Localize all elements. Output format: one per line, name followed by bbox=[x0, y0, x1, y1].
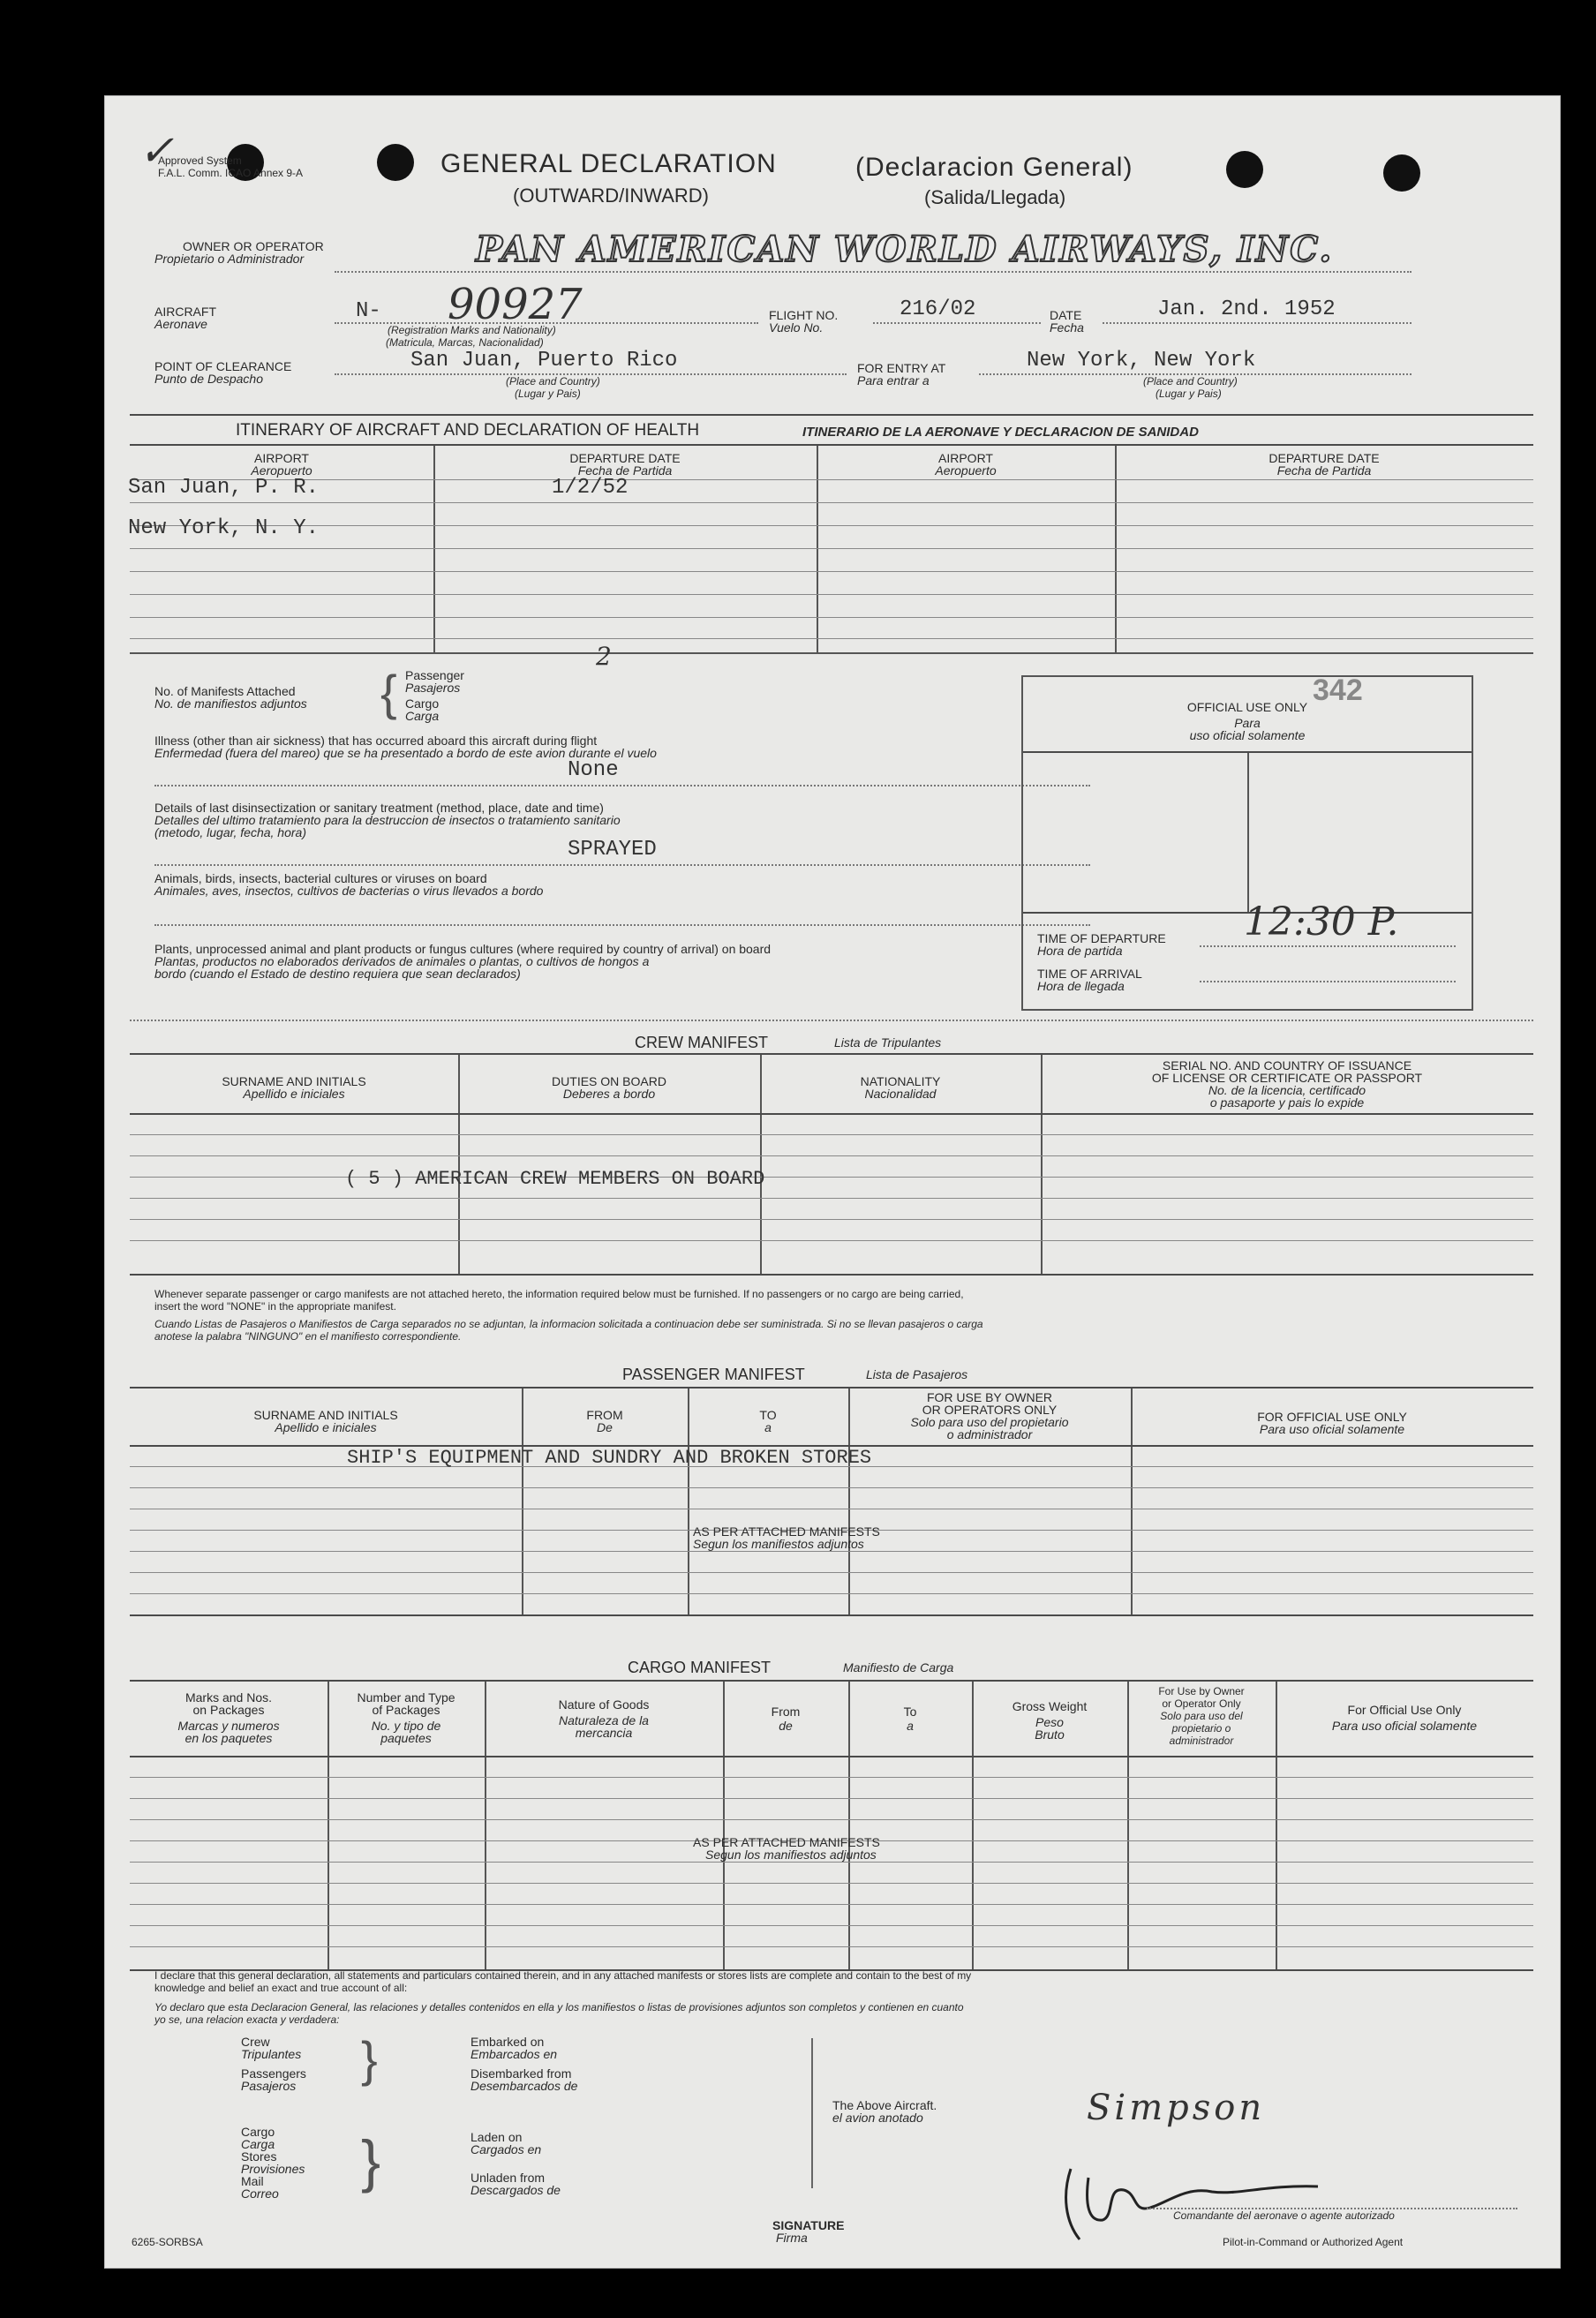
cargo-col-marks-2: on Packages bbox=[192, 1703, 265, 1717]
check-mark: ✓ bbox=[139, 126, 175, 176]
itinerary-row1-date: 1/2/52 bbox=[552, 476, 629, 500]
passenger-col-owner-es: Solo para uso del propietario bbox=[910, 1415, 1069, 1429]
crew-col-serial: SERIAL NO. AND COUNTRY OF ISSUANCE bbox=[1162, 1058, 1412, 1072]
departure-time-value: 12:30 P. bbox=[1244, 899, 1399, 945]
passenger-label: Passenger bbox=[405, 668, 464, 682]
decl-mail: Mail bbox=[241, 2174, 264, 2188]
approved-system-line: Approved System bbox=[158, 154, 242, 167]
declaration-en-1: I declare that this general declaration, all statements and particulars contained therein, and in any attached manifests or stores lists are complete and contain to the best of my bbox=[154, 1969, 972, 1982]
flight-label: FLIGHT NO. bbox=[769, 308, 839, 322]
animals-label-es: Animales, aves, insectos, cultivos de bacterias o virus llevados a bordo bbox=[154, 884, 544, 898]
operator-label: OWNER OR OPERATOR bbox=[183, 239, 324, 253]
cargo-attached: AS PER ATTACHED MANIFESTS bbox=[693, 1835, 880, 1849]
cargo-col-weight-es2: Bruto bbox=[1035, 1727, 1065, 1742]
cargo-label: Cargo bbox=[405, 696, 440, 711]
form-subtitle: (OUTWARD/INWARD) bbox=[513, 184, 709, 207]
cargo-col-number-es: No. y tipo de bbox=[371, 1719, 441, 1733]
manifests-label: No. of Manifests Attached bbox=[154, 684, 296, 698]
annex-line: F.A.L. Comm. ICAO Annex 9-A bbox=[158, 167, 304, 179]
decl-cargo-es: Carga bbox=[241, 2137, 275, 2151]
cargo-title-es: Manifiesto de Carga bbox=[843, 1660, 954, 1675]
decl-disembarked-es: Desembarcados de bbox=[471, 2079, 578, 2093]
cargo-col-number: Number and Type bbox=[357, 1690, 455, 1705]
itinerary-col-date-2-es: Fecha de Partida bbox=[1276, 463, 1372, 478]
decl-mail-es: Correo bbox=[241, 2186, 279, 2201]
disinsect-label-es2: (metodo, lugar, fecha, hora) bbox=[154, 825, 306, 839]
aircraft-number: 90927 bbox=[448, 280, 583, 329]
decl-crew-es: Tripulantes bbox=[241, 2047, 302, 2061]
form-number: 6265-SORBSA bbox=[132, 2236, 203, 2248]
cargo-col-nature: Nature of Goods bbox=[558, 1697, 650, 1712]
cargo-col-weight: Gross Weight bbox=[1012, 1699, 1088, 1713]
flight-date: Jan. 2nd. 1952 bbox=[1157, 297, 1336, 321]
illness-label-es: Enfermedad (fuera del mareo) que se ha presentado a bordo de este avion durante el vuelo bbox=[154, 746, 657, 760]
crew-col-surname-es: Apellido e iniciales bbox=[243, 1087, 345, 1101]
notice-es-2: anotese la palabra "NINGUNO" en el manifiesto correspondiente. bbox=[154, 1330, 462, 1343]
decl-crew: Crew bbox=[241, 2035, 270, 2049]
entry-note: (Place and Country) bbox=[1143, 375, 1238, 388]
plants-label-es: Plantas, productos no elaborados derivados de animales o plantas, o cultivos de hongos a bbox=[154, 954, 650, 968]
decl-cargo: Cargo bbox=[241, 2125, 275, 2139]
date-label-es: Fecha bbox=[1050, 320, 1084, 335]
form-title: GENERAL DECLARATION bbox=[440, 149, 777, 178]
crew-entry: ( 5 ) AMERICAN CREW MEMBERS ON BOARD bbox=[345, 1168, 765, 1190]
cargo-col-owner: For Use by Owner bbox=[1158, 1685, 1245, 1697]
cargo-col-owner-es: Solo para uso del bbox=[1160, 1710, 1243, 1722]
cargo-col-from: From bbox=[771, 1705, 801, 1719]
passenger-col-from: FROM bbox=[586, 1408, 623, 1422]
declaration-en-2: knowledge and belief an exact and true account of all: bbox=[154, 1982, 408, 1994]
clearance-value: San Juan, Puerto Rico bbox=[410, 349, 678, 373]
cargo-col-number-2: of Packages bbox=[372, 1703, 440, 1717]
cargo-col-to-es: a bbox=[907, 1719, 914, 1733]
itinerary-title-es: ITINERARIO DE LA AERONAVE Y DECLARACION DE SANIDAD bbox=[802, 425, 1199, 440]
entry-label-es: Para entrar a bbox=[857, 373, 930, 388]
crew-col-nationality-es: Nacionalidad bbox=[864, 1087, 937, 1101]
official-use-label-es: Para bbox=[1234, 716, 1261, 730]
form-subtitle-es: (Salida/Llegada) bbox=[924, 186, 1066, 208]
decl-stores: Stores bbox=[241, 2149, 277, 2164]
passenger-col-to: TO bbox=[759, 1408, 777, 1422]
entry-value: New York, New York bbox=[1027, 349, 1256, 373]
clearance-note-es: (Lugar y Pais) bbox=[515, 388, 581, 400]
animals-label: Animals, birds, insects, bacterial cultures or viruses on board bbox=[154, 871, 487, 885]
official-use-label: OFFICIAL USE ONLY bbox=[1186, 700, 1308, 714]
form-title-es: (Declaracion General) bbox=[855, 153, 1133, 182]
itinerary-col-date: DEPARTURE DATE bbox=[569, 451, 681, 465]
signature-label-es: Firma bbox=[776, 2231, 808, 2245]
cargo-col-from-es: de bbox=[779, 1719, 793, 1733]
declaration-es-2: yo se, una relacion exacta y verdadera: bbox=[154, 2013, 340, 2026]
cargo-col-weight-es: Peso bbox=[1035, 1715, 1064, 1729]
cargo-col-nature-es2: mercancia bbox=[575, 1726, 633, 1740]
flight-number: 216/02 bbox=[900, 297, 976, 321]
cargo-col-owner-es2: propietario o bbox=[1171, 1722, 1231, 1735]
crew-col-serial-es: No. de la licencia, certificado bbox=[1208, 1083, 1366, 1097]
decl-embarked: Embarked on bbox=[471, 2035, 545, 2049]
aircraft-label: AIRCRAFT bbox=[154, 305, 216, 319]
punch-hole bbox=[1226, 151, 1263, 188]
flight-label-es: Vuelo No. bbox=[769, 320, 824, 335]
decl-embarked-es: Embarcados en bbox=[471, 2047, 558, 2061]
cargo-attached-es: Segun los manifiestos adjuntos bbox=[705, 1848, 877, 1862]
passenger-col-owner-es2: o administrador bbox=[946, 1427, 1033, 1441]
manifest-count: 2 bbox=[596, 642, 612, 671]
itinerary-row1-airport: San Juan, P. R. bbox=[128, 476, 320, 500]
passenger-col-owner: FOR USE BY OWNER bbox=[926, 1390, 1053, 1404]
passenger-label-es: Pasajeros bbox=[405, 681, 461, 695]
manifests-label-es: No. de manifiestos adjuntos bbox=[154, 696, 307, 711]
itinerary-col-airport: AIRPORT bbox=[254, 451, 309, 465]
operator-label-es: Propietario o Administrador bbox=[154, 252, 305, 266]
cargo-col-marks: Marks and Nos. bbox=[184, 1690, 273, 1705]
passenger-col-official: FOR OFFICIAL USE ONLY bbox=[1257, 1410, 1407, 1424]
plants-label-es2: bordo (cuando el Estado de destino requiera que sean declarados) bbox=[154, 967, 521, 981]
cargo-col-to: To bbox=[903, 1705, 917, 1719]
passenger-attached-es: Segun los manifiestos adjuntos bbox=[693, 1537, 864, 1551]
departure-time-label-es: Hora de partida bbox=[1037, 944, 1123, 958]
passenger-col-surname: SURNAME AND INITIALS bbox=[253, 1408, 398, 1422]
crew-col-nationality: NATIONALITY bbox=[860, 1074, 941, 1088]
punch-hole bbox=[377, 144, 414, 181]
cargo-col-official-es: Para uso oficial solamente bbox=[1331, 1719, 1478, 1733]
date-label: DATE bbox=[1050, 308, 1082, 322]
decl-disembarked: Disembarked from bbox=[471, 2066, 572, 2081]
passenger-col-owner-2: OR OPERATORS ONLY bbox=[922, 1403, 1058, 1417]
cargo-col-marks-es2: en los paquetes bbox=[184, 1731, 273, 1745]
operator-name: PAN AMERICAN WORLD AIRWAYS, INC. bbox=[476, 229, 1334, 270]
illness-label: Illness (other than air sickness) that has occurred aboard this aircraft during flight bbox=[154, 734, 598, 748]
brace-right: } bbox=[361, 2031, 378, 2087]
itinerary-col-date-2: DEPARTURE DATE bbox=[1269, 451, 1380, 465]
clearance-note: (Place and Country) bbox=[506, 375, 600, 388]
cargo-col-number-es2: paquetes bbox=[380, 1731, 432, 1745]
official-stamp: 342 bbox=[1313, 674, 1363, 707]
arrival-time-label-es: Hora de llegada bbox=[1037, 979, 1125, 993]
passenger-col-surname-es: Apellido e iniciales bbox=[275, 1420, 377, 1434]
itinerary-col-date-es: Fecha de Partida bbox=[577, 463, 673, 478]
crew-col-duties-es: Deberes a bordo bbox=[562, 1087, 656, 1101]
official-use-label-es2: uso oficial solamente bbox=[1189, 728, 1306, 742]
aircraft-label-es: Aeronave bbox=[154, 317, 207, 331]
decl-passengers: Passengers bbox=[241, 2066, 306, 2081]
reg-note-es: (Matricula, Marcas, Nacionalidad) bbox=[386, 336, 544, 349]
illness-value: None bbox=[568, 758, 619, 782]
clearance-label-es: Punto de Despacho bbox=[154, 372, 263, 386]
arrival-time-label: TIME OF ARRIVAL bbox=[1037, 967, 1142, 981]
decl-laden: Laden on bbox=[471, 2130, 523, 2144]
cargo-col-owner-2: or Operator Only bbox=[1162, 1697, 1241, 1710]
declaration-es-1: Yo declaro que esta Declaracion General, las relaciones y detalles contenidos en ella y los manifiestos o listas de provisiones adjuntos son completos y contienen en cuanto bbox=[154, 2001, 964, 2013]
itinerary-col-airport-es: Aeropuerto bbox=[251, 463, 312, 478]
punch-hole bbox=[1383, 154, 1420, 192]
cargo-title: CARGO MANIFEST bbox=[628, 1659, 772, 1676]
aircraft-prefix: N- bbox=[356, 299, 381, 323]
signature-label: SIGNATURE bbox=[772, 2218, 845, 2232]
crew-col-serial-es2: o pasaporte y pais lo expide bbox=[1209, 1095, 1365, 1110]
cargo-label-es: Carga bbox=[405, 709, 440, 723]
itinerary-col-airport-2: AIRPORT bbox=[938, 451, 993, 465]
crew-col-surname: SURNAME AND INITIALS bbox=[222, 1074, 366, 1088]
entry-note-es: (Lugar y Pais) bbox=[1156, 388, 1222, 400]
decl-passengers-es: Pasajeros bbox=[241, 2079, 297, 2093]
decl-laden-es: Cargados en bbox=[471, 2142, 542, 2156]
signature-scribble bbox=[1053, 2151, 1336, 2248]
cargo-col-owner-es3: administrador bbox=[1169, 1735, 1234, 1747]
agent-label-es: Comandante del aeronave o agente autorizado bbox=[1173, 2209, 1395, 2222]
cargo-col-marks-es: Marcas y numeros bbox=[177, 1719, 280, 1733]
decl-stores-es: Provisiones bbox=[241, 2162, 305, 2176]
crew-col-serial-2: OF LICENSE OR CERTIFICATE OR PASSPORT bbox=[1151, 1071, 1423, 1085]
clearance-label: POINT OF CLEARANCE bbox=[154, 359, 292, 373]
itinerary-col-airport-2-es: Aeropuerto bbox=[935, 463, 997, 478]
notice-en-1: Whenever separate passenger or cargo manifests are not attached hereto, the information required below must be furnished. If no passengers or no cargo are being carried, bbox=[154, 1288, 964, 1300]
passenger-entry: SHIP'S EQUIPMENT AND SUNDRY AND BROKEN STORES bbox=[347, 1447, 872, 1469]
agent-label: Pilot-in-Command or Authorized Agent bbox=[1223, 2236, 1404, 2248]
notice-en-2: insert the word "NONE" in the appropriate manifest. bbox=[154, 1300, 396, 1313]
disinsect-value: SPRAYED bbox=[568, 838, 657, 862]
brace: { bbox=[380, 665, 397, 720]
itinerary-row2-airport: New York, N. Y. bbox=[128, 516, 320, 540]
cargo-col-official: For Official Use Only bbox=[1347, 1703, 1462, 1717]
passenger-title-es: Lista de Pasajeros bbox=[866, 1367, 968, 1381]
departure-time-label: TIME OF DEPARTURE bbox=[1037, 931, 1166, 945]
decl-aircraft-es: el avion anotado bbox=[832, 2111, 923, 2125]
passenger-col-to-es: a bbox=[764, 1420, 772, 1434]
crew-title: CREW MANIFEST bbox=[635, 1034, 768, 1051]
crew-title-es: Lista de Tripulantes bbox=[834, 1035, 942, 1050]
disinsect-label-es: Detalles del ultimo tratamiento para la destruccion de insectos o tratamiento sanitario bbox=[154, 813, 621, 827]
passenger-title: PASSENGER MANIFEST bbox=[622, 1366, 805, 1383]
crew-col-duties: DUTIES ON BOARD bbox=[552, 1074, 666, 1088]
plants-label: Plants, unprocessed animal and plant products or fungus cultures (where required by country of arrival) on board bbox=[154, 942, 772, 956]
itinerary-title: ITINERARY OF AIRCRAFT AND DECLARATION OF HEALTH bbox=[236, 421, 700, 440]
decl-unladen: Unladen from bbox=[471, 2171, 546, 2185]
passenger-col-from-es: De bbox=[597, 1420, 613, 1434]
reg-note: (Registration Marks and Nationality) bbox=[388, 324, 556, 336]
decl-aircraft: The Above Aircraft. bbox=[832, 2098, 937, 2112]
declaration-form bbox=[104, 95, 1561, 2269]
notice-es-1: Cuando Listas de Pasajeros o Manifiestos de Carga separados no se adjuntan, la informacion solicitada a continuacion debe ser suministrada. Si no se llevan pasajeros o carga bbox=[154, 1318, 983, 1330]
brace-right-2: } bbox=[361, 2128, 381, 2194]
cargo-col-nature-es: Naturaleza de la bbox=[559, 1713, 649, 1727]
captain-name: Simpson bbox=[1087, 2088, 1266, 2128]
passenger-col-official-es: Para uso oficial solamente bbox=[1259, 1422, 1405, 1436]
disinsect-label: Details of last disinsectization or sanitary treatment (method, place, date and time) bbox=[154, 801, 604, 815]
entry-label: FOR ENTRY AT bbox=[857, 361, 946, 375]
passenger-attached: AS PER ATTACHED MANIFESTS bbox=[693, 1524, 880, 1539]
decl-unladen-es: Descargados de bbox=[471, 2183, 561, 2197]
